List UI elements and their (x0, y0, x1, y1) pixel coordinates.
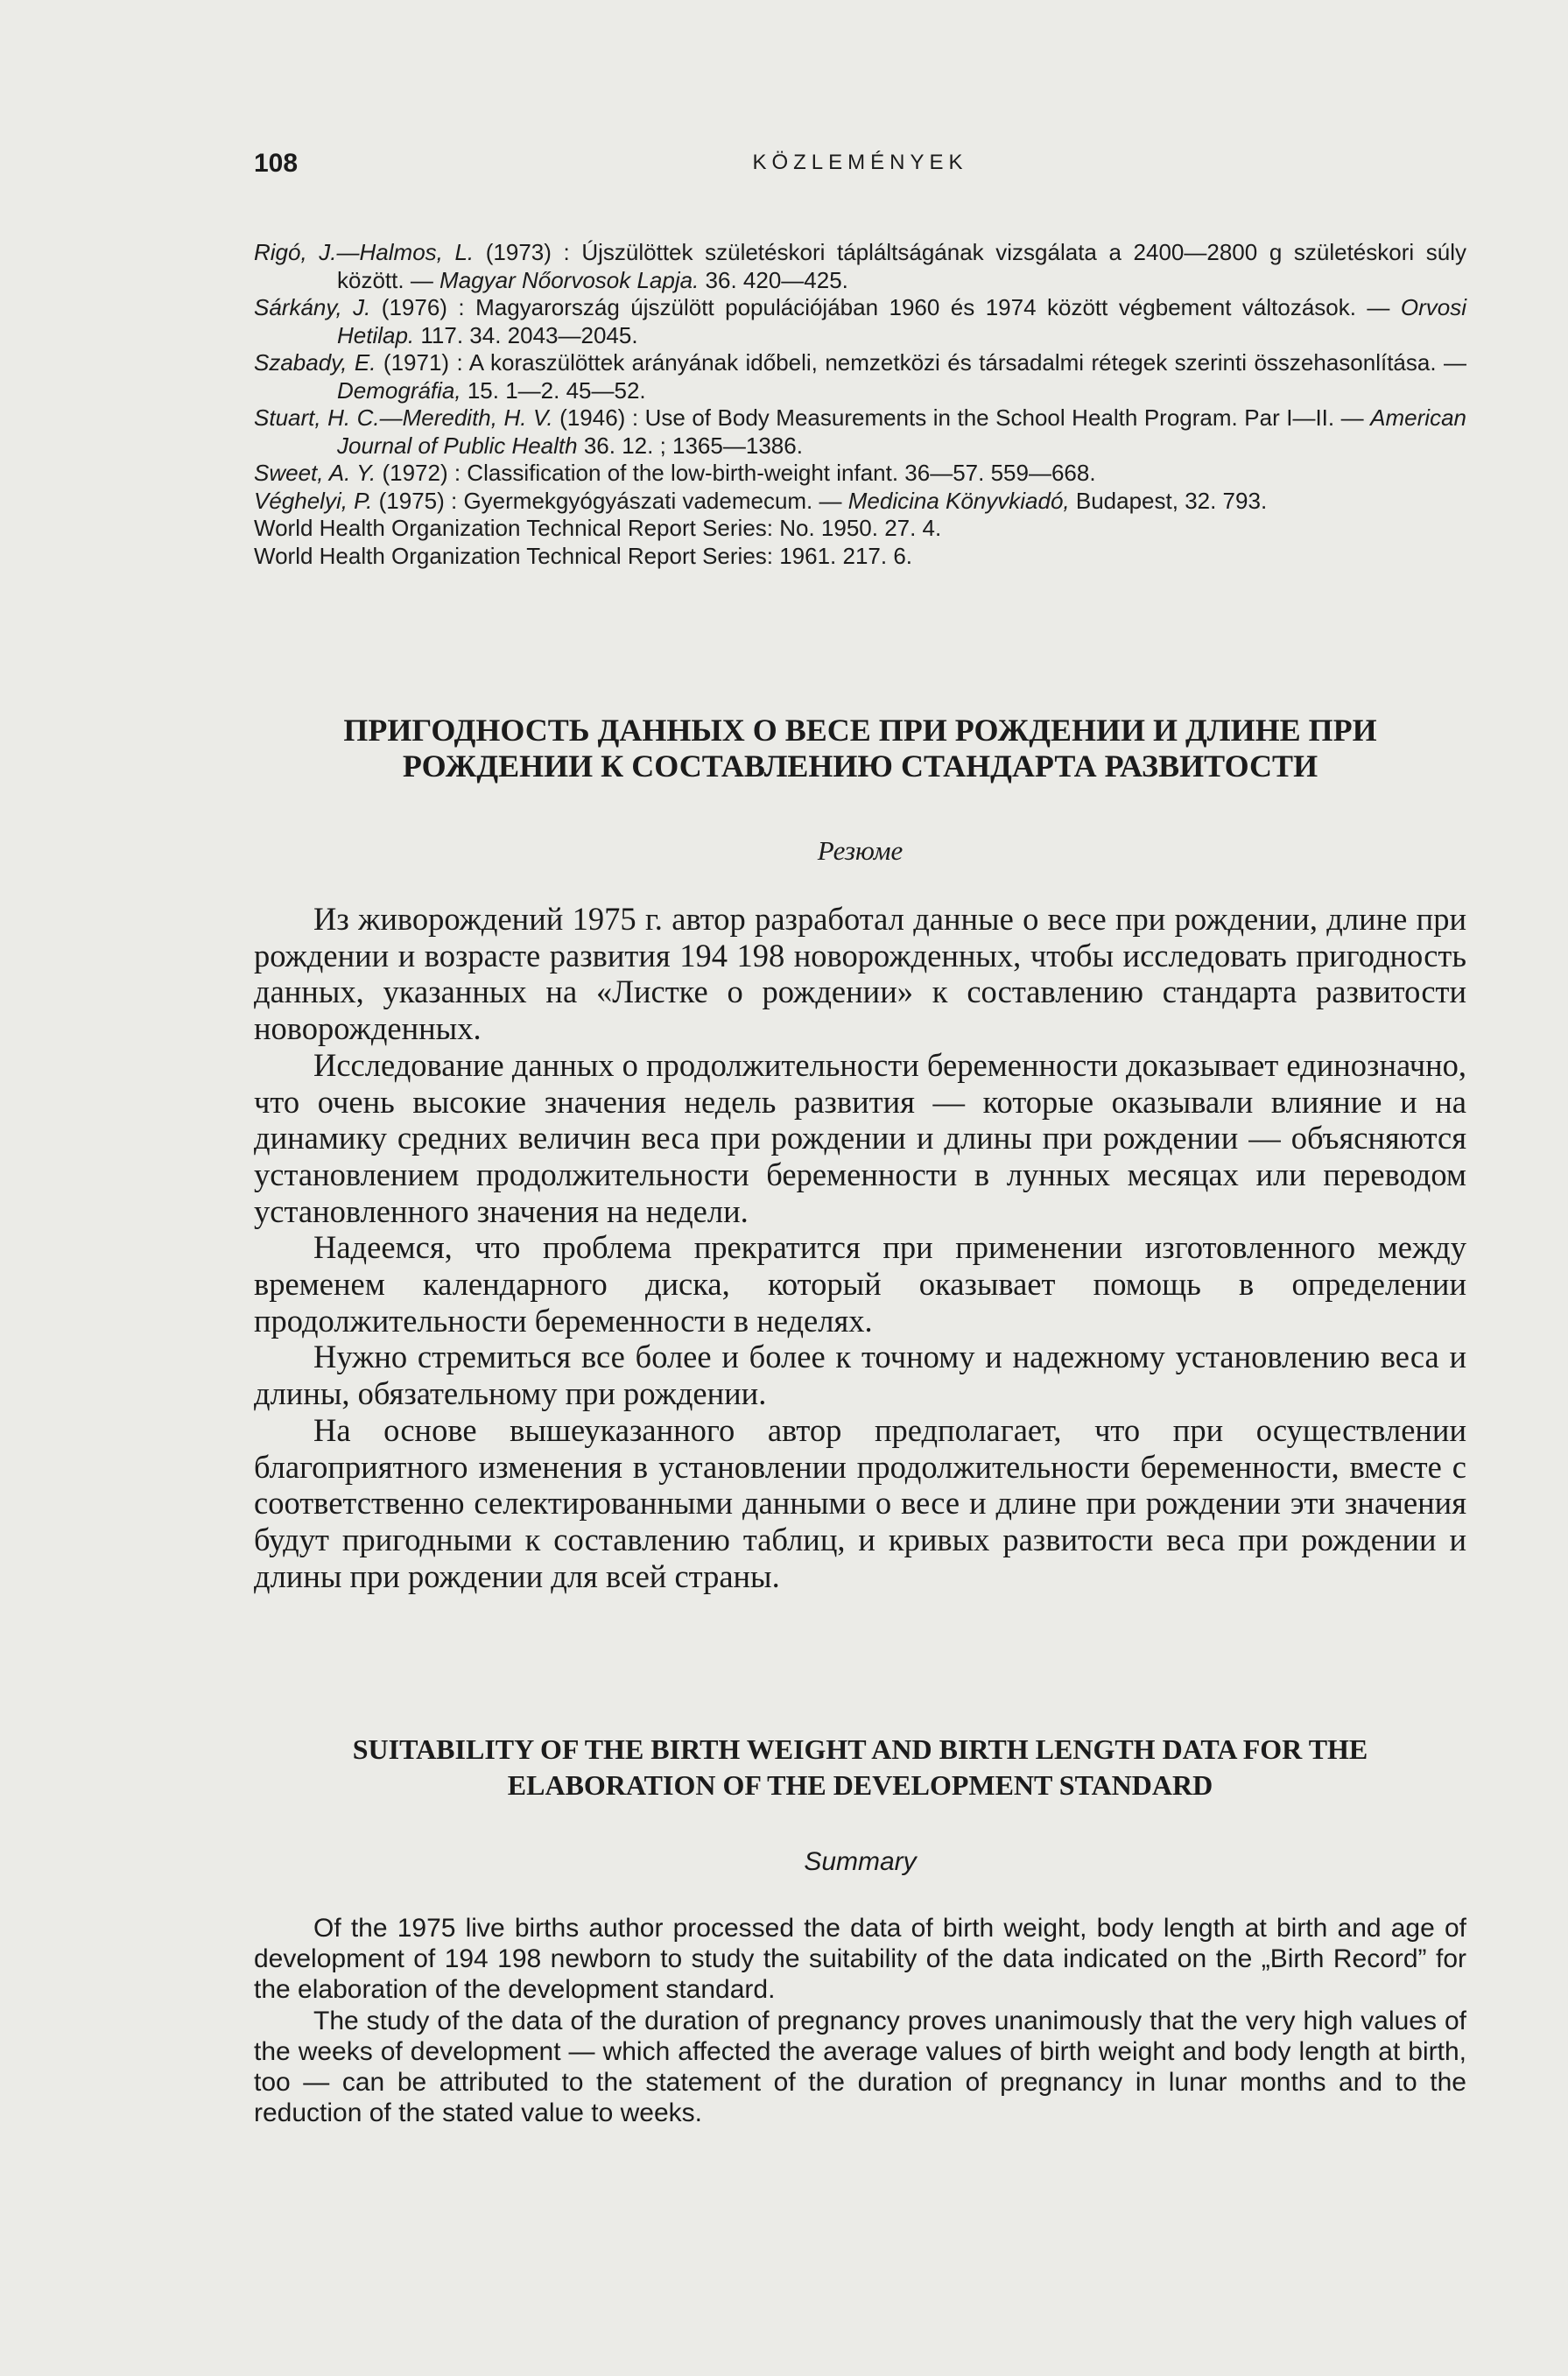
reference-text: World Health Organization Technical Report Series: 1961. 217. 6. (254, 542, 913, 569)
running-title: KÖZLEMÉNYEK (752, 151, 968, 174)
reference-journal: Orvosi Hetilap. (337, 294, 1467, 348)
summary-paragraph: The study of the data of the duration of pregnancy proves unanimously that the very high values of the weeks of development — which affected the average values of birth weight and body length at birth, too — can be attributed to the statement of the duration of pregnancy in lunar months and to the reduction of the stated value to weeks. (254, 2006, 1466, 2128)
reference-list (254, 239, 1466, 570)
reference-item (254, 488, 1466, 516)
reference-item (254, 294, 1466, 349)
russian-summary (254, 901, 1466, 1594)
reference-item (254, 404, 1466, 460)
russian-subhead: Резюме (817, 835, 904, 866)
english-subhead: Summary (804, 1847, 917, 1876)
reference-author: Véghelyi, P. (254, 487, 373, 514)
reference-tail: 15. 1—2. 45—52. (461, 376, 646, 404)
reference-text: (1946) : Use of Body Measurements in the School Health Program. Par I—II. — (552, 404, 1371, 431)
russian-title: ПРИГОДНОСТЬ ДАННЫХ О ВЕСЕ ПРИ РОЖДЕНИИ И ДЛИНЕ ПРИ РОЖДЕНИИ К СОСТАВЛЕНИЮ СТАНДАРТА РАЗВИТОСТИ (343, 713, 1377, 784)
summary-paragraph: Нужно стремиться все более и более к точному и надежному установлению веса и длины, обязательному при рождении. (254, 1339, 1466, 1412)
reference-item (254, 349, 1466, 404)
reference-author: Sárkány, J. (254, 294, 371, 320)
reference-tail: 36. 420—425. (699, 266, 848, 293)
reference-author: Stuart, H. C.—Meredith, H. V. (254, 404, 553, 431)
reference-text: World Health Organization Technical Report Series: No. 1950. 27. 4. (254, 515, 942, 541)
reference-tail: 36. 12. ; 1365—1386. (577, 432, 803, 459)
reference-item (254, 515, 1466, 543)
reference-journal: American Journal of Public Health (337, 404, 1466, 459)
reference-item (254, 543, 1466, 571)
summary-paragraph: На основе вышеуказанного автор предполагает, что при осуществлении благоприятного изменения в установлении продолжительности беременности, вместе с соответственно селектированными данными о весе и длине при рождении эти значения будут пригодными к составлению таблиц, и кривых развитости веса при рождении и длины при рождении для всей страны. (254, 1411, 1466, 1594)
reference-journal: Magyar Nőorvosok Lapja. (439, 266, 700, 293)
summary-paragraph: Надеемся, что проблема прекратится при применении изготовленного между временем календарного диска, который оказывает помощь в определении продолжительности беременности в неделях. (254, 1229, 1466, 1339)
reference-journal: Medicina Könyvkiadó, (847, 487, 1070, 514)
reference-item (254, 460, 1466, 488)
english-summary (254, 1913, 1466, 2128)
reference-tail: 117. 34. 2043—2045. (414, 321, 638, 348)
page-number: 108 (254, 149, 299, 178)
reference-author: Sweet, A. Y. (254, 460, 376, 486)
reference-item (254, 239, 1466, 294)
summary-paragraph: Of the 1975 live births author processed the data of birth weight, body length at birth and age of development of 194 198 newborn to study the suitability of the data indicated on the „Birth Record” for the elaboration of the development standard. (254, 1914, 1466, 2005)
page-header (254, 149, 1466, 184)
reference-text: (1971) : A koraszülöttek arányának időbeli, nemzetközi és társadalmi rétegek szerinti összehasonlítása. — (376, 349, 1466, 376)
english-title: SUITABILITY OF THE BIRTH WEIGHT AND BIRTH LENGTH DATA FOR THE ELABORATION OF THE DEVELOPMENT STANDARD (352, 1733, 1368, 1801)
summary-paragraph: Исследование данных о продолжительности беременности доказывает единозначно, что очень высокие значения недель развития — которые оказывали влияние и на динамику средних величин веса при рождении и длины при рождении — объясняются установлением продолжительности беременности в лунных месяцах или переводом установленного значения на недели. (254, 1046, 1466, 1229)
reference-author: Szabady, E. (254, 349, 376, 376)
reference-text: (1976) : Magyarország újszülött populációjában 1960 és 1974 között végbement változások. — (370, 294, 1401, 320)
reference-author: Rigó, J.—Halmos, L. (254, 239, 475, 265)
reference-text: (1975) : Gyermekgyógyászati vademecum. — (372, 487, 848, 514)
reference-text: (1972) : Classification of the low-birth-weight infant. 36—57. 559—668. (376, 460, 1096, 486)
reference-journal: Demográfia, (337, 376, 461, 404)
reference-text: (1973) : Újszülöttek születéskori tápláltságának vizsgálata a 2400—2800 g születéskori súly között. — (337, 239, 1467, 293)
summary-paragraph: Из живорождений 1975 г. автор разработал данные о весе при рождении, длине при рождении и возрасте развития 194 198 новорожденных, чтобы исследовать пригодность данных, указанных на «Листке о рождении» к составлению стандарта развитости новорожденных. (254, 901, 1466, 1047)
reference-tail: Budapest, 32. 793. (1069, 487, 1268, 514)
